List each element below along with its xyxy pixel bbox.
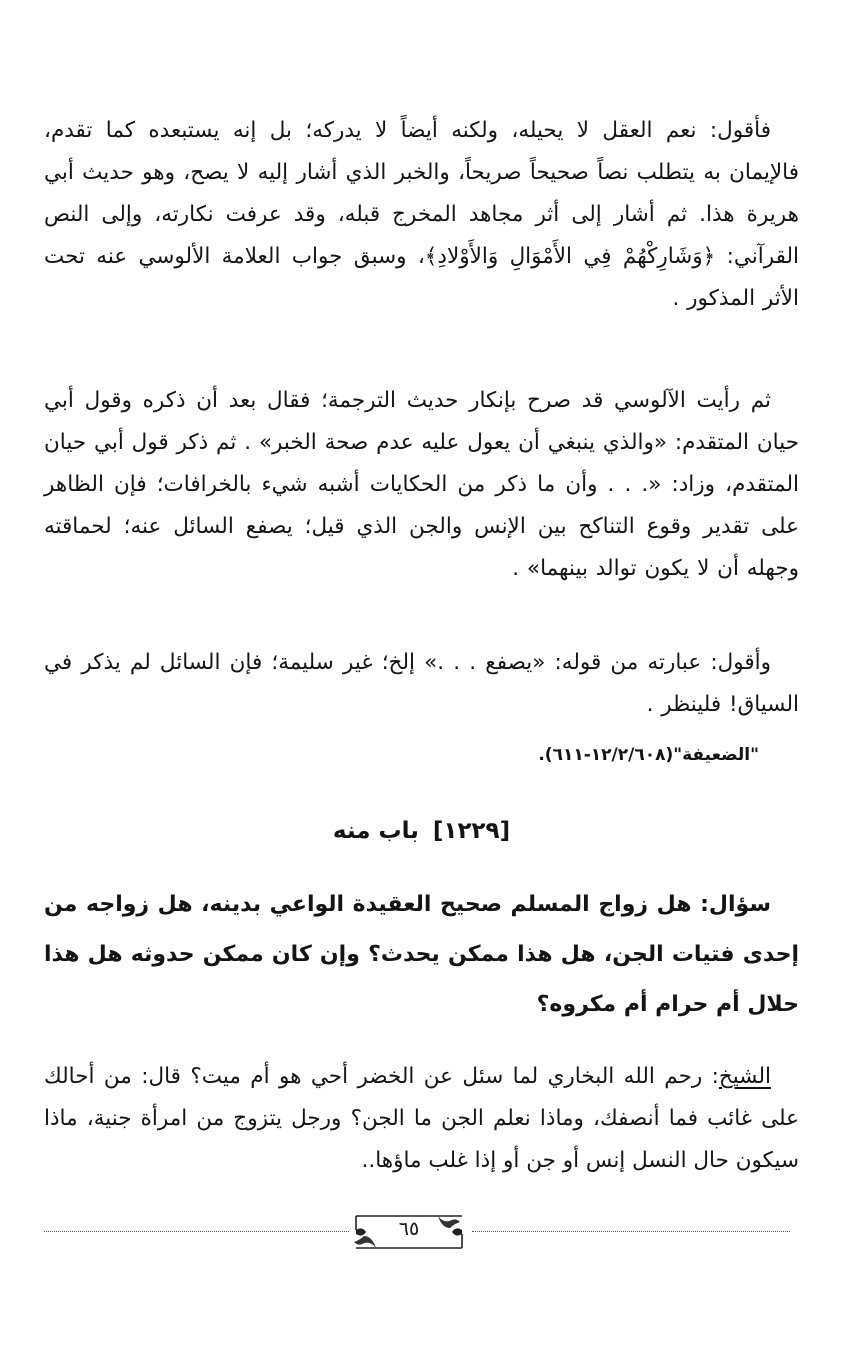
chapter-heading [0, 818, 843, 844]
question-paragraph [44, 880, 799, 1030]
answer-speaker: الشيخ [718, 1064, 771, 1089]
paragraph-2 [44, 380, 799, 590]
paragraph-3 [44, 642, 799, 726]
page-number-frame [352, 1212, 466, 1252]
question-text: سؤال: هل زواج المسلم صحيح العقيدة الواعي بدينه، هل زواجه من إحدى فتيات الجن، هل هذا ممكن يحدث؟ وإن كان ممكن حدوثه هل هذا حلال أم حرام أم مكروه؟ [44, 892, 799, 1017]
answer-text: : رحم الله البخاري لما سئل عن الخضر أحي هو أم ميت؟ قال: من أحالك على غائب فما أنصفك، وماذا نعلم الجن ما الجن؟ ورجل يتزوج من امرأة جنية، ماذا سيكون حال النسل إنس أو جن أو إذا غلب ماؤها.. [44, 1064, 799, 1173]
footer-divider-right [472, 1231, 790, 1232]
page-number: ٦٥ [398, 1218, 420, 1240]
paragraph-3-text: وأقول: عبارته من قوله: «يصفع . . .» إلخ؛ غير سليمة؛ فإن السائل لم يذكر في السياق! فلينظر . [44, 650, 799, 717]
answer-paragraph [44, 1056, 799, 1182]
footer-divider-left [44, 1231, 349, 1232]
chapter-number: [١٢٢٩] [432, 818, 511, 844]
paragraph-2-text: ثم رأيت الآلوسي قد صرح بإنكار حديث الترجمة؛ فقال بعد أن ذكره وقول أبي حيان المتقدم: «والذي ينبغي أن يعول عليه عدم صحة الخبر» . ثم ذكر قول أبي حيان المتقدم، وزاد: «. . . وأن ما ذكر من الحكايات أشبه شيء بالخرافات؛ فإن الظاهر على تقدير وقوع التناكح بين الإنس والجن الذي قيل؛ يصفع السائل عنه؛ لحماقته وجهله أن لا يكون توالد بينهما» . [44, 388, 799, 581]
paragraph-1 [44, 110, 799, 320]
source-citation: "الضعيفة"(١٢/٢/٦٠٨-٦١١). [538, 745, 759, 765]
chapter-title: باب منه [332, 818, 419, 844]
paragraph-1-text: فأقول: نعم العقل لا يحيله، ولكنه أيضاً لا يدركه؛ بل إنه يستبعده كما تقدم، فالإيمان به يتطلب نصاً صحيحاً صريحاً، والخبر الذي أشار إليه لا يصح، وهو حديث أبي هريرة هذا. ثم أشار إلى أثر مجاهد المخرج قبله، وقد عرفت نكارته، وإلى النص القرآني: ﴿وَشَارِكْهُمْ فِي الأَمْوَالِ وَالأَوْلادِ﴾، وسبق جواب العلامة الألوسي عنه تحت الأثر المذكور . [44, 118, 799, 311]
